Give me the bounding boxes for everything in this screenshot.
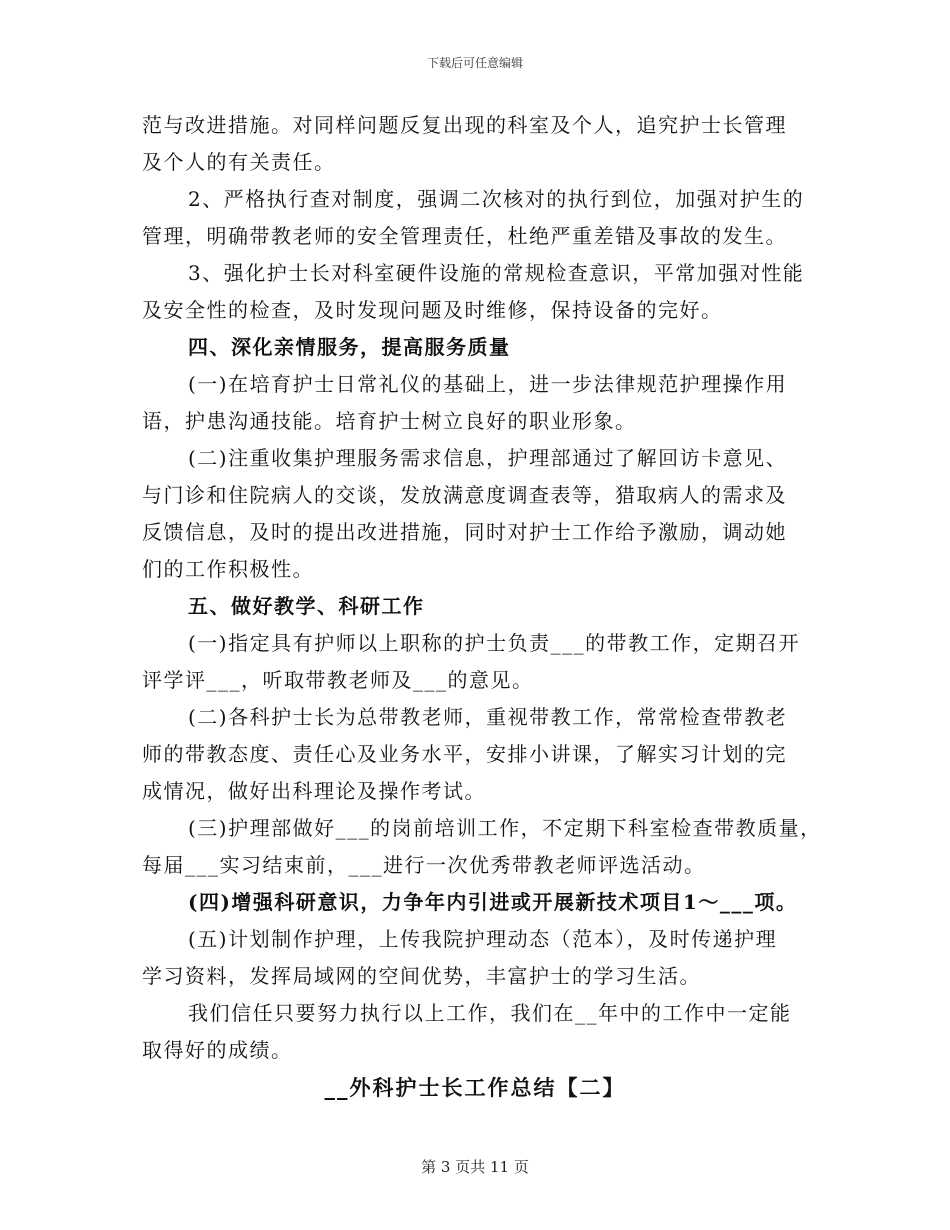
paragraph-line: 每届___实习结束前，___进行一次优秀带教老师评选活动。 <box>142 853 706 877</box>
paragraph-line: 反馈信息，及时的提出改进措施，同时对护士工作给予激励，调动她 <box>142 520 787 544</box>
section-title: __外科护士长工作总结【二】 <box>324 1075 626 1100</box>
paragraph-line: 及安全性的检查，及时发现问题及时维修，保持设备的完好。 <box>142 298 723 322</box>
paragraph-line: 3、强化护士长对科室硬件设施的常规检查意识，平常加强对性能 <box>188 261 805 285</box>
paragraph-line: (一)在培育护士日常礼仪的基础上，进一步法律规范护理操作用 <box>188 372 788 396</box>
paragraph-line: 成情况，做好出科理论及操作考试。 <box>142 779 486 803</box>
paragraph-line: (一)指定具有护师以上职称的护士负责___的带教工作，定期召开 <box>188 631 801 655</box>
paragraph-line: 师的带教态度、责任心及业务水平，安排小讲课，了解实习计划的完 <box>142 742 787 766</box>
paragraph-line: 管理，明确带教老师的安全管理责任，杜绝严重差错及事故的发生。 <box>142 224 787 248</box>
paragraph-line: (三)护理部做好___的岗前培训工作，不定期下科室检查带教质量， <box>188 816 822 840</box>
heading-line: 五、做好教学、科研工作 <box>188 594 425 618</box>
page-footer: 第 3 页共 11 页 <box>421 1158 529 1176</box>
paragraph-line: 语，护患沟通技能。培育护士树立良好的职业形象。 <box>142 409 637 433</box>
paragraph-line: 取得好的成绩。 <box>142 1038 293 1062</box>
paragraph-line: 及个人的有关责任。 <box>142 150 336 174</box>
paragraph-line: 学习资料，发挥局域网的空间优势，丰富护士的学习生活。 <box>142 964 701 988</box>
page-header: 下载后可任意编辑 <box>426 56 523 70</box>
paragraph-line: (二)各科护士长为总带教老师，重视带教工作，常常检查带教老 <box>188 705 788 729</box>
heading-line: 四、深化亲情服务，提高服务质量 <box>188 335 511 359</box>
paragraph-line: 与门诊和住院病人的交谈，发放满意度调查表等，猎取病人的需求及 <box>142 483 787 507</box>
document-body <box>142 107 822 1069</box>
paragraph-line: (二)注重收集护理服务需求信息，护理部通过了解回访卡意见、 <box>188 446 788 470</box>
heading-line: (四)增强科研意识，力争年内引进或开展新技术项目1～___项。 <box>188 890 798 914</box>
paragraph-line: 们的工作积极性。 <box>142 557 314 581</box>
paragraph-line: 2、严格执行查对制度，强调二次核对的执行到位，加强对护生的 <box>188 187 805 211</box>
paragraph-line: (五)计划制作护理，上传我院护理动态（范本），及时传递护理 <box>188 927 778 951</box>
paragraph-line: 我们信任只要努力执行以上工作，我们在__年中的工作中一定能 <box>188 1001 792 1025</box>
paragraph-line: 范与改进措施。对同样问题反复出现的科室及个人，追究护士长管理 <box>142 113 787 137</box>
paragraph-line: 评学评___，听取带教老师及___的意见。 <box>142 668 534 692</box>
